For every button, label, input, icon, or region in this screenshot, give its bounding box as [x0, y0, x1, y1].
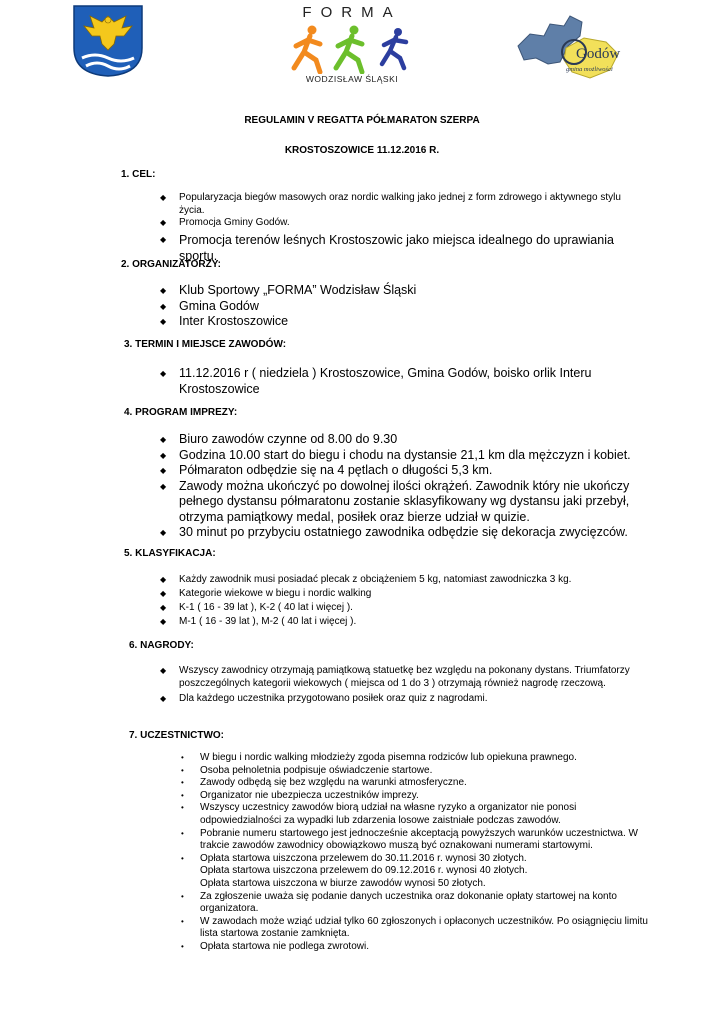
godow-logo-subtitle: gmina możliwości: [566, 66, 613, 73]
list-item: • Organizator nie ubezpiecza uczestników imprezy.: [181, 789, 419, 801]
list-item: ◆ 30 minut po przybyciu ostatniego zawodnika odbędzie się dekoracja zwycięzców.: [160, 525, 628, 539]
section-heading-termin: 3. TERMIN I MIEJSCE ZAWODÓW:: [124, 339, 287, 350]
list-item: ◆ Półmaraton odbędzie się na 4 pętlach o długości 5,3 km.: [160, 463, 493, 477]
document-subtitle: KROSTOSZOWICE 11.12.2016 R.: [284, 145, 440, 156]
list-item: • Pobranie numeru startowego jest jednocześnie akceptacją powyższych warunków uczestnictwa. W trakcie zawodów zawodnicy obowiązkowo muszą być oznakowani numerami startowymi.: [181, 827, 638, 852]
list-item: ◆ Zawody można ukończyć po dowolnej ilości okrążeń. Zawodnik który nie ukończy pełnego dystansu półmaratonu zostanie sklasyfikowany wg dystansu jaki przebył, otrzyma pamiątkowy medal, posiłek oraz bierze udział w quizie.: [160, 478, 630, 524]
list-item: • W zawodach może wziąć udział tylko 60 zgłoszonych i opłaconych uczestników. Po osiągnięciu limitu lista startowa zostanie zamknięta.: [181, 915, 648, 940]
list-item: ◆ Gmina Godów: [160, 298, 259, 313]
list-item: ◆ M-1 ( 16 - 39 lat ), M-2 ( 40 lat i więcej ).: [160, 616, 357, 627]
section-heading-organizatorzy: 2. ORGANIZATORZY:: [121, 259, 221, 270]
section-heading-nagrody: 6. NAGRODY:: [129, 640, 194, 651]
list-item: • Opłata startowa uiszczona przelewem do 30.11.2016 r. wynosi 30 złotych.: [181, 852, 527, 864]
program-list: [160, 432, 639, 541]
list-item: ◆ Każdy zawodnik musi posiadać plecak z obciążeniem 5 kg, natomiast zawodniczka 3 kg.: [160, 574, 572, 585]
list-item: ◆ Promocja terenów leśnych Krostoszowic jako miejsca idealnego do uprawiania sportu.: [160, 232, 614, 263]
list-item: Opłata startowa uiszczona przelewem do 09.12.2016 r. wynosi 40 złotych.: [200, 865, 528, 877]
list-item: ◆ Popularyzacja biegów masowych oraz nordic walking jako jednej z form zdrowego i aktywnego stylu życia.: [160, 192, 621, 216]
list-item: • Za zgłoszenie uważa się podanie danych uczestnika oraz dokonanie opłaty startowej na konto organizatora.: [181, 890, 617, 915]
organizatorzy-list: [160, 283, 649, 330]
klasyfikacja-list: [160, 573, 649, 629]
uczestnictwo-list: [181, 752, 660, 954]
list-item: ◆ Biuro zawodów czynne od 8.00 do 9.30: [160, 432, 398, 446]
list-item: ◆ Dla każdego uczestnika przygotowano posiłek oraz quiz z nagrodami.: [160, 693, 488, 704]
forma-logo-subtitle: WODZISŁAW ŚLĄSKI: [305, 74, 399, 84]
list-item: • Wszyscy uczestnicy zawodów biorą udział na własne ryzyko a organizator nie ponosi odpowiedzialności za wypadki lub zdarzenia losowe zaistniałe podczas zawodów.: [181, 802, 577, 826]
list-item: ◆ Inter Krostoszowice: [160, 314, 289, 328]
list-item: ◆ Promocja Gminy Godów.: [160, 217, 290, 228]
godow-commune-logo: [510, 6, 652, 86]
list-item: • W biegu i nordic walking młodzieży zgoda pisemna rodziców lub opiekuna prawnego.: [181, 752, 577, 763]
list-item: • Opłata startowa nie podlega zwrotowi.: [181, 940, 369, 952]
list-item: Opłata startowa uiszczona w biurze zawodów wynosi 50 złotych.: [200, 877, 486, 889]
section-heading-cel: 1. CEL:: [121, 169, 156, 180]
section-heading-uczestnictwo: 7. UCZESTNICTWO:: [129, 730, 224, 741]
forma-logo-text: FORMA: [302, 4, 402, 21]
section-heading-program: 4. PROGRAM IMPREZY:: [124, 407, 238, 418]
document-title: REGULAMIN V REGATTA PÓŁMARATON SZERPA: [244, 115, 480, 126]
list-item: ◆ Klub Sportowy „FORMA” Wodzisław Śląski: [160, 283, 417, 297]
nagrody-list: [160, 665, 659, 706]
list-item: ◆ 11.12.2016 r ( niedziela ) Krostoszowice, Gmina Godów, boisko orlik Interu Krostoszowice: [160, 366, 592, 396]
godow-logo-text: Godów: [576, 46, 621, 62]
silesia-coat-of-arms-logo: [72, 4, 144, 78]
forma-club-logo: [286, 4, 418, 88]
cel-list: [160, 192, 649, 264]
list-item: ◆ K-1 ( 16 - 39 lat ), K-2 ( 40 lat i więcej ).: [160, 602, 353, 613]
list-item: ◆ Godzina 10.00 start do biegu i chodu na dystansie 21,1 km dla mężczyzn i kobiet.: [160, 447, 631, 462]
list-item: • Osoba pełnoletnia podpisuje oświadczenie startowe.: [181, 764, 433, 776]
termin-list: [160, 366, 609, 397]
section-heading-klasyfikacja: 5. KLASYFIKACJA:: [124, 548, 216, 559]
list-item: ◆ Kategorie wiekowe w biegu i nordic walking: [160, 588, 372, 599]
list-item: ◆ Wszyscy zawodnicy otrzymają pamiątkową statuetkę bez względu na pokonany dystans. Triumfatorzy poszczególnych kategorii wiekowych ( miejsca od 1 do 3 ) otrzymają również nagrodę rzeczową.: [160, 665, 630, 689]
list-item: • Zawody odbędą się bez względu na warunki atmosferyczne.: [181, 777, 467, 789]
